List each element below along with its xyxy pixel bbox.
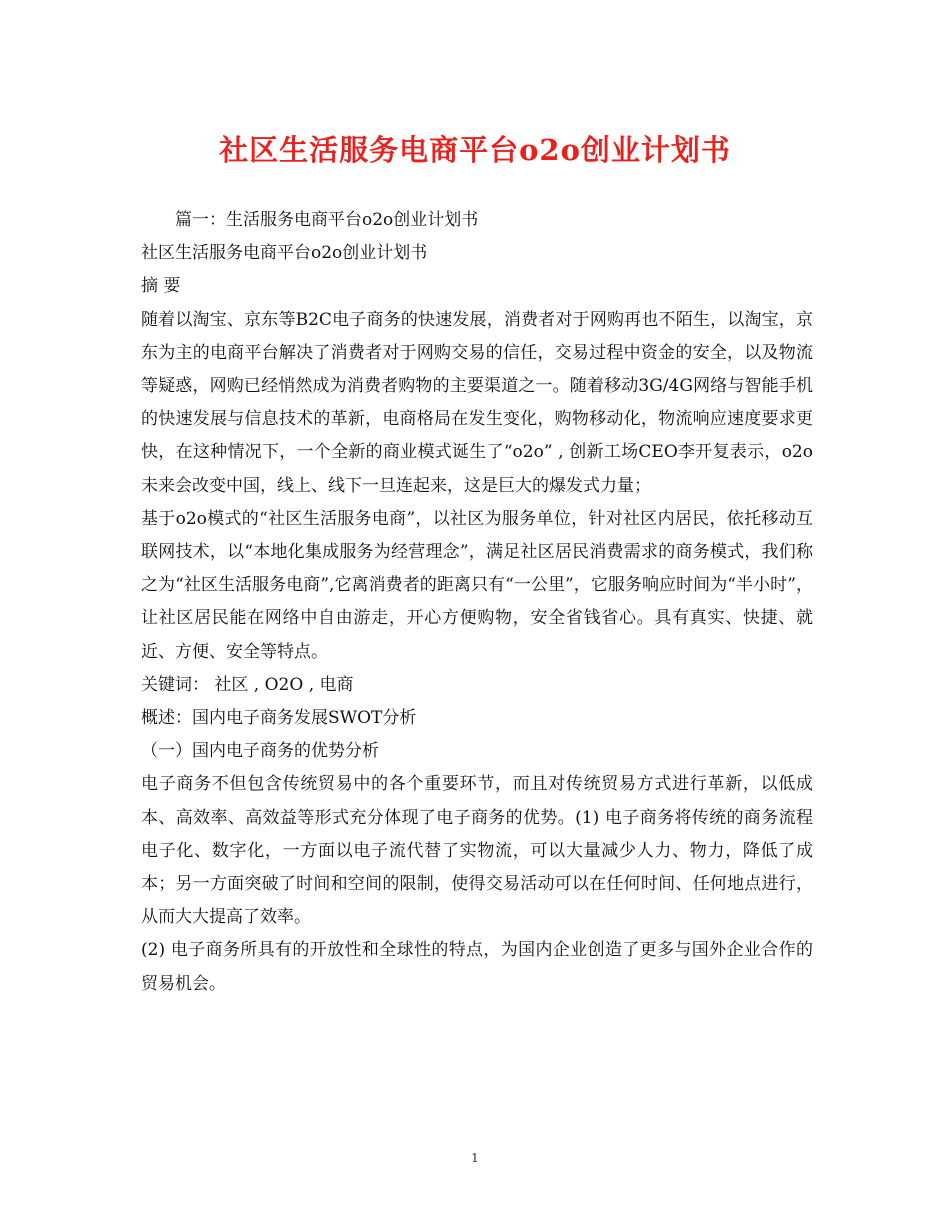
subsection-heading: （一）国内电子商务的优势分析 [141,741,379,762]
document-body [141,204,813,1001]
keywords-line: 关键词： 社区 , O2O , 电商 [141,674,354,695]
document-title: 社区生活服务电商平台o2o创业计划书 [219,133,731,167]
overview-heading: 概述：国内电子商务发展SWOT分析 [141,708,417,729]
abstract-heading: 摘 要 [141,276,181,297]
abstract-paragraph-1: 随着以淘宝、京东等B2C电子商务的快速发展，消费者对于网购再也不陌生，以淘宝，京东为主的电商平台解决了消费者对于网购交易的信任，交易过程中资金的安全，以及物流等疑惑，网购已经悄然成为消费者购物的主要渠道之一。随着移动3G/4G网络与智能手机的快速发展与信息技术的革新，电商格局在发生变化，购物移动化，物流响应速度要求更快，在这种情况下，一个全新的商业模式诞生了“o2o” , 创新工场CEO李开复表示，o2o未来会改变中国，线上、线下一旦连起来，这是巨大的爆发式力量； [141,309,813,496]
advantage-paragraph-1: 电子商务不但包含传统贸易中的各个重要环节，而且对传统贸易方式进行革新，以低成本、高效率、高效益等形式充分体现了电子商务的优势。(1) 电子商务将传统的商务流程电子化、数字化，一方面以电子流代替了实物流，可以大量减少人力、物力，降低了成本；另一方面突破了时间和空间的限制，使得交易活动可以在任何时间、任何地点进行，从而大大提高了效率。 [141,774,813,928]
plan-title-line: 社区生活服务电商平台o2o创业计划书 [141,243,428,264]
section-heading: 篇一：生活服务电商平台o2o创业计划书 [175,210,479,230]
abstract-paragraph-2: 基于o2o模式的“社区生活服务电商”，以社区为服务单位，针对社区内居民，依托移动互联网技术，以“本地化集成服务为经营理念”，满足社区居民消费需求的商务模式，我们称之为“社区生活服务电商”,它离消费者的距离只有“一公里”，它服务响应时间为“半小时”，让社区居民能在网络中自由游走，开心方便购物，安全省钱省心。具有真实、快捷、就近、方便、安全等特点。 [141,508,813,662]
page-number: 1 [471,1151,479,1165]
advantage-paragraph-2: (2) 电子商务所具有的开放性和全球性的特点，为国内企业创造了更多与国外企业合作的贸易机会。 [141,940,813,994]
